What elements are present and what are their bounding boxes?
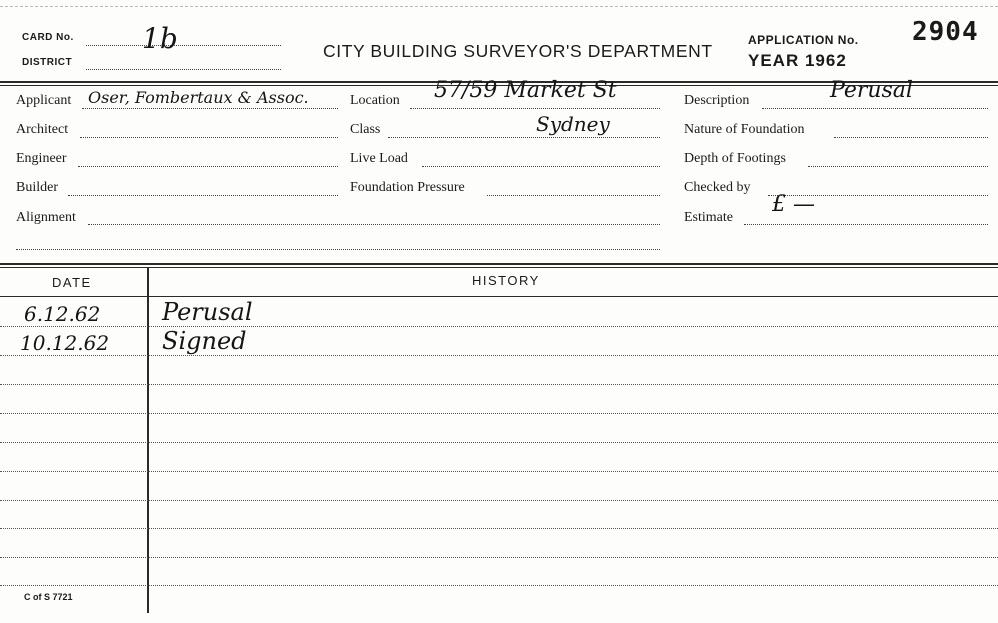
location-value: 57/59 Market St <box>434 78 617 103</box>
location-label: Location <box>350 93 400 108</box>
description-line <box>762 108 988 109</box>
location-line <box>410 108 660 109</box>
nature-of-foundation-line <box>834 137 988 138</box>
card-no-label: CARD No. <box>22 32 74 43</box>
history-header: HISTORY <box>472 273 540 288</box>
builder-line <box>68 195 338 196</box>
table-row-line <box>0 355 998 356</box>
estimate-label: Estimate <box>684 210 733 225</box>
architect-label: Architect <box>16 122 69 137</box>
class-value: Sydney <box>536 112 610 136</box>
live-load-line <box>422 166 660 167</box>
table-row-line <box>0 500 998 501</box>
engineer-label: Engineer <box>16 151 67 166</box>
application-label: APPLICATION No. <box>748 33 859 47</box>
class-line <box>388 137 660 138</box>
application-number: 2904 <box>912 17 979 47</box>
builder-label: Builder <box>16 180 58 195</box>
alignment-label: Alignment <box>16 210 76 225</box>
description-label: Description <box>684 93 750 108</box>
table-row-line <box>0 326 998 327</box>
history-date-2: 10.12.62 <box>20 331 110 355</box>
table-row-line <box>0 384 998 385</box>
foundation-pressure-label: Foundation Pressure <box>350 180 465 195</box>
history-entry-1: Perusal <box>162 298 253 326</box>
year-label: YEAR 1962 <box>748 51 847 70</box>
department-title: CITY BUILDING SURVEYOR'S DEPARTMENT <box>323 41 713 61</box>
table-row-line <box>0 585 998 586</box>
architect-line <box>80 137 338 138</box>
description-value: Perusal <box>830 78 913 103</box>
table-row-line <box>0 413 998 414</box>
card-no-line <box>86 45 281 46</box>
table-divider-top <box>0 263 998 265</box>
applicant-value: Oser, Fombertaux & Assoc. <box>88 88 309 107</box>
table-row-line <box>0 442 998 443</box>
table-row-line <box>0 557 998 558</box>
estimate-value: £ — <box>772 192 815 217</box>
live-load-label: Live Load <box>350 151 408 166</box>
foundation-pressure-line <box>487 195 660 196</box>
table-header-rule <box>0 296 998 297</box>
table-row-line <box>0 471 998 472</box>
table-divider-bottom <box>0 267 998 268</box>
date-column-divider <box>147 268 149 613</box>
engineer-line <box>78 166 338 167</box>
estimate-line <box>744 224 988 225</box>
table-row-line <box>0 528 998 529</box>
checked-by-label: Checked by <box>684 180 751 195</box>
applicant-line <box>82 108 338 109</box>
card-no-value: 1b <box>142 22 178 55</box>
top-edge <box>0 6 998 7</box>
class-label: Class <box>350 122 381 137</box>
applicant-label: Applicant <box>16 93 72 108</box>
district-label: DISTRICT <box>22 57 73 68</box>
alignment-line <box>88 224 660 225</box>
depth-of-footings-label: Depth of Footings <box>684 151 786 166</box>
depth-of-footings-line <box>808 166 988 167</box>
district-line <box>86 69 281 70</box>
date-header: DATE <box>52 275 92 290</box>
nature-of-foundation-label: Nature of Foundation <box>684 122 805 137</box>
extra-line <box>16 249 660 250</box>
form-code: C of S 7721 <box>24 592 73 602</box>
history-entry-2: Signed <box>162 327 247 355</box>
history-date-1: 6.12.62 <box>24 302 101 326</box>
